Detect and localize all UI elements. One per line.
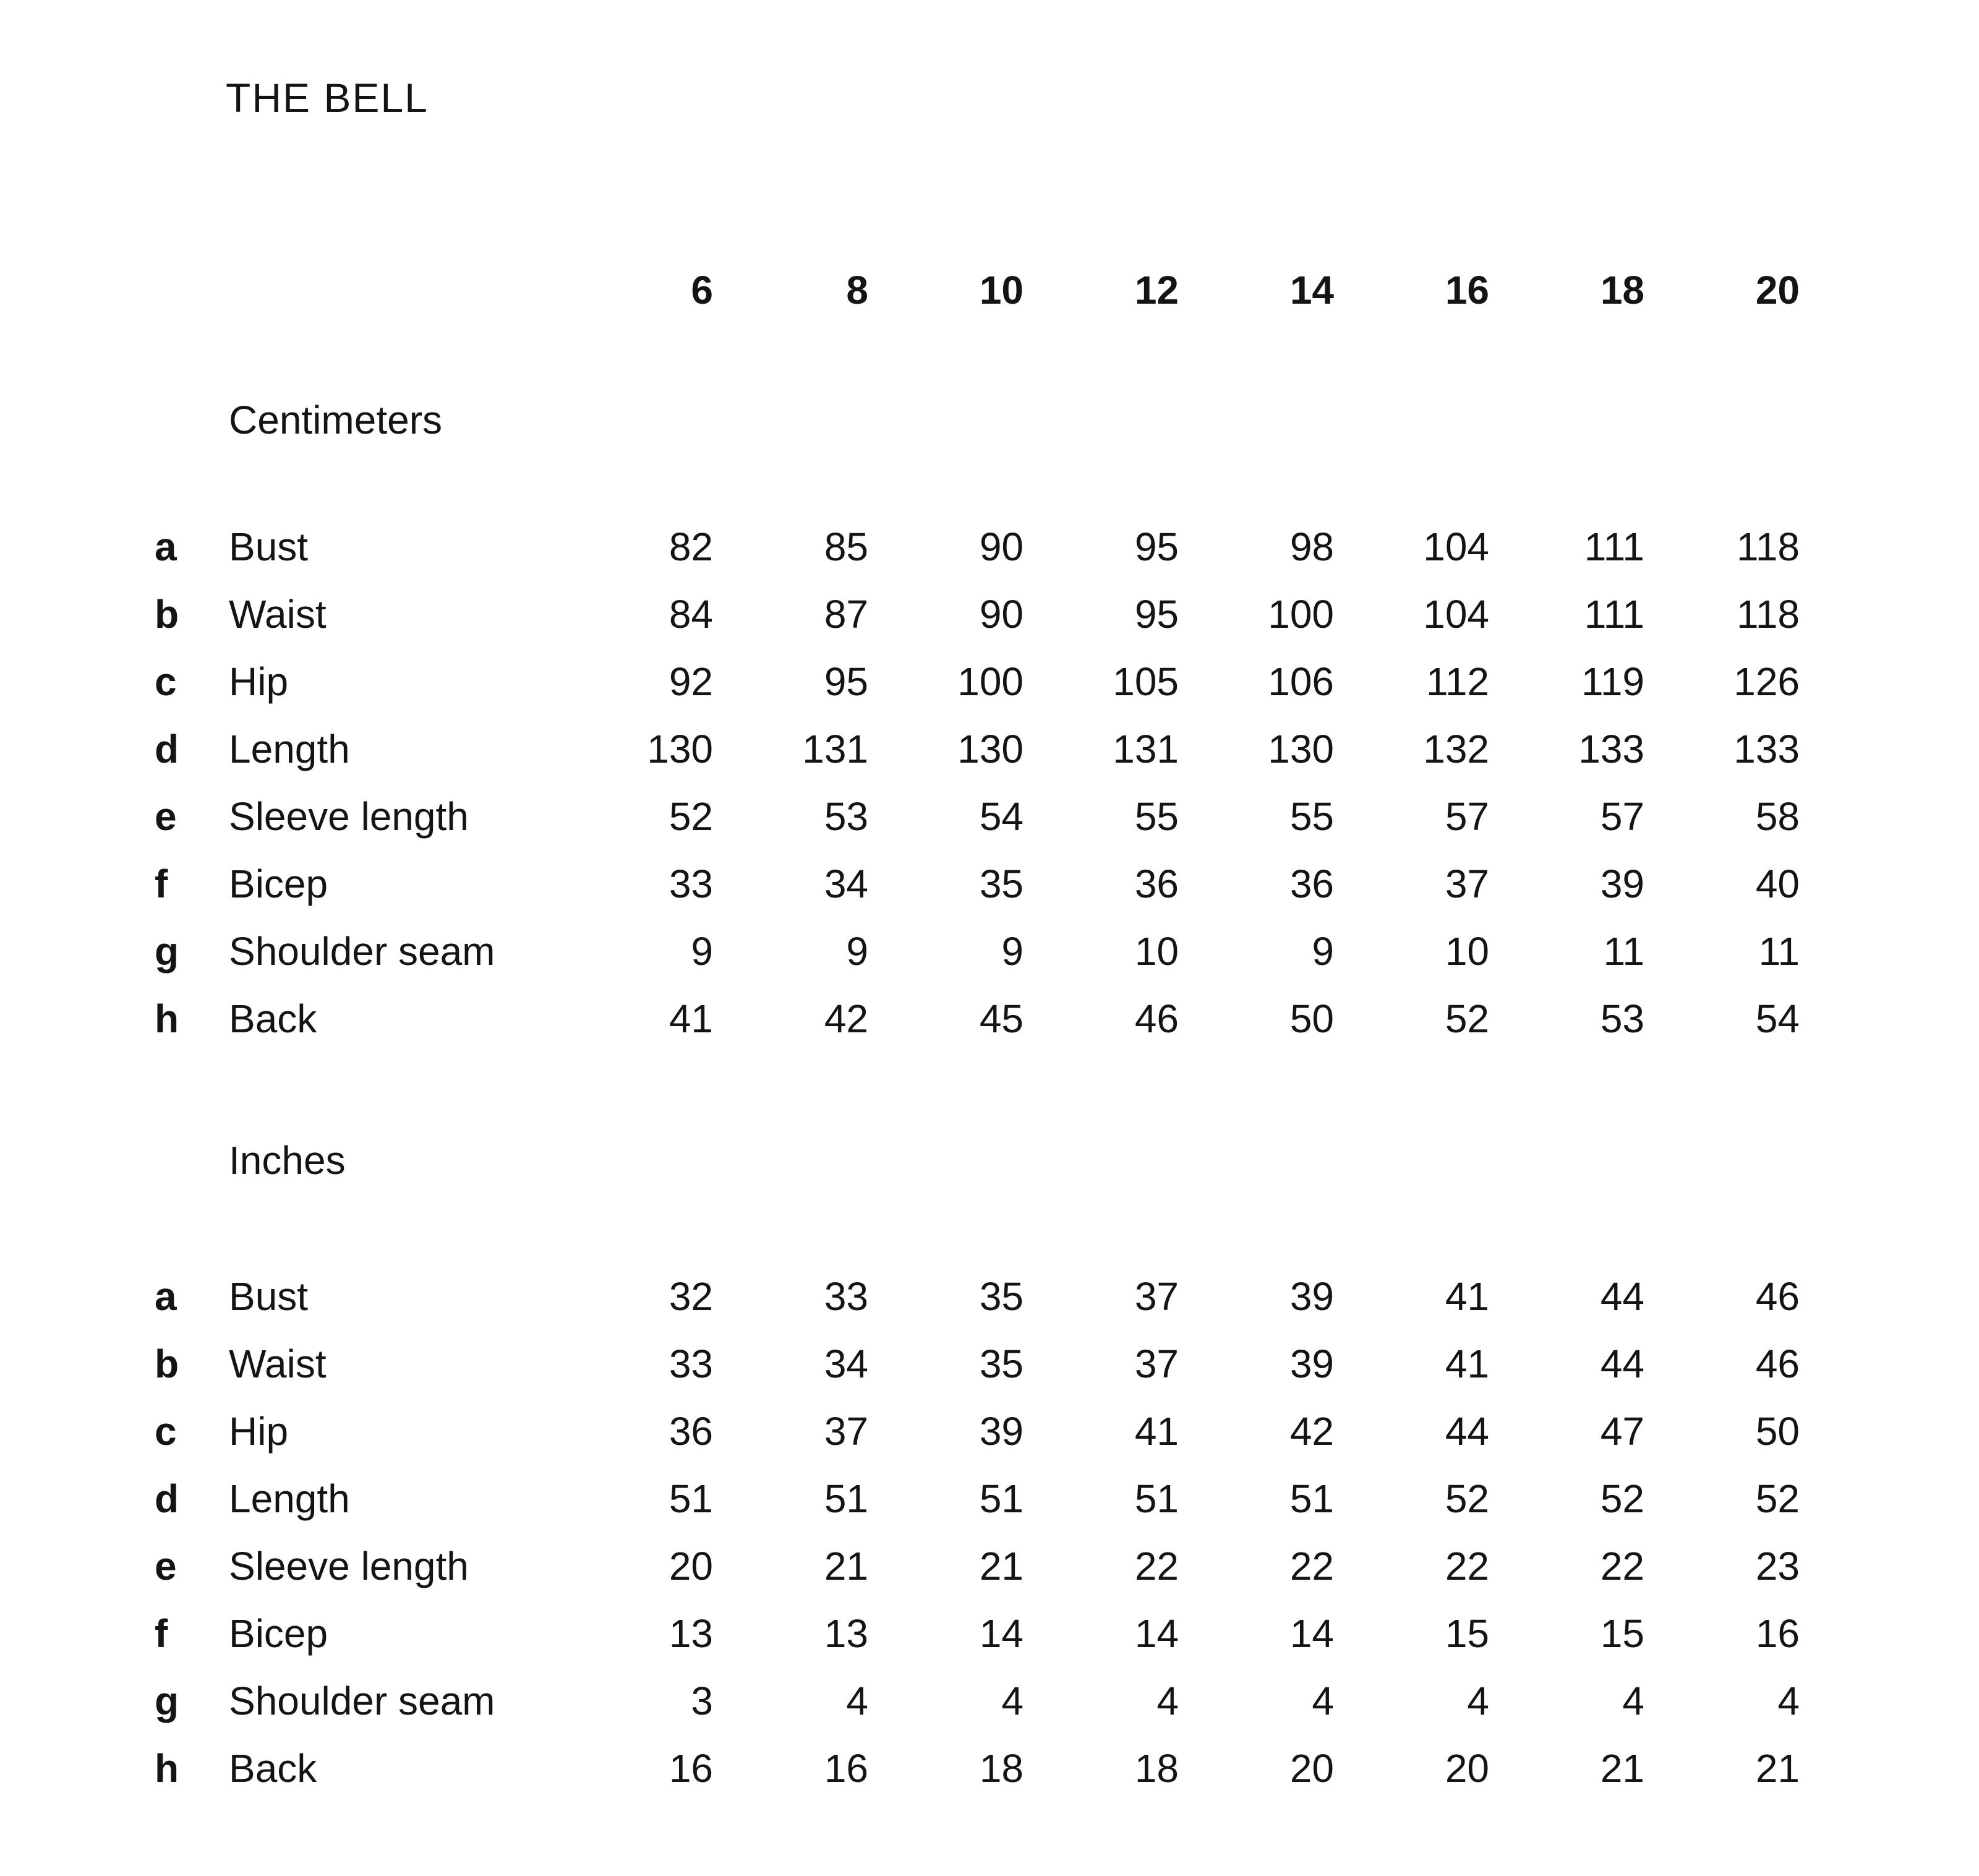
- measurement-value: 44: [1445, 1409, 1489, 1454]
- measurement-value: 118: [1736, 592, 1800, 636]
- row-label: Hip: [229, 659, 289, 704]
- row-letter: c: [155, 1409, 177, 1454]
- table-row: [155, 1330, 1800, 1398]
- measurement-value: 111: [1584, 525, 1644, 569]
- size-chart-body: [155, 324, 1800, 1802]
- row-letter: d: [155, 1476, 179, 1521]
- measurement-value: 35: [979, 1274, 1024, 1319]
- measurement-value: 4: [846, 1679, 868, 1723]
- measurement-value: 37: [824, 1409, 868, 1454]
- measurement-value: 20: [1445, 1746, 1489, 1791]
- table-row: [155, 783, 1800, 850]
- table-row: [155, 1398, 1800, 1465]
- measurement-value: 4: [1777, 1679, 1800, 1723]
- row-label: Waist: [229, 1342, 327, 1386]
- measurement-value: 33: [824, 1274, 868, 1319]
- table-row: [155, 648, 1800, 716]
- measurement-value: 39: [979, 1409, 1024, 1454]
- measurement-value: 52: [1755, 1476, 1800, 1521]
- row-label: Waist: [229, 592, 327, 636]
- row-letter: h: [155, 996, 179, 1041]
- row-letter: f: [155, 862, 168, 906]
- table-row: [155, 716, 1800, 783]
- measurement-value: 21: [1600, 1746, 1644, 1791]
- measurement-value: 111: [1584, 592, 1644, 636]
- measurement-value: 41: [1134, 1409, 1179, 1454]
- row-label: Bicep: [229, 862, 328, 906]
- measurement-value: 95: [1134, 592, 1179, 636]
- measurement-value: 95: [824, 659, 868, 704]
- measurement-value: 52: [1445, 996, 1489, 1041]
- measurement-value: 54: [979, 794, 1024, 839]
- measurement-value: 87: [824, 592, 868, 636]
- row-letter: a: [155, 525, 177, 569]
- table-row: [155, 985, 1800, 1053]
- measurement-value: 100: [957, 659, 1024, 704]
- measurement-value: 95: [1134, 525, 1179, 569]
- spacer-row: [155, 1053, 1800, 1126]
- measurement-value: 55: [1134, 794, 1179, 839]
- size-column-header: 6: [691, 268, 713, 312]
- measurement-value: 21: [979, 1544, 1024, 1588]
- measurement-value: 3: [691, 1679, 713, 1723]
- table-row: [155, 581, 1800, 648]
- row-letter: g: [155, 929, 179, 974]
- measurement-value: 34: [824, 1342, 868, 1386]
- measurement-value: 85: [824, 525, 868, 569]
- table-row: [155, 918, 1800, 985]
- row-letter: h: [155, 1746, 179, 1791]
- measurement-value: 54: [1755, 996, 1800, 1041]
- row-label: Shoulder seam: [229, 1679, 495, 1723]
- measurement-value: 57: [1445, 794, 1489, 839]
- row-letter: e: [155, 794, 177, 839]
- measurement-value: 16: [1755, 1611, 1800, 1656]
- size-column-header: 18: [1600, 268, 1644, 312]
- measurement-value: 22: [1134, 1544, 1179, 1588]
- size-header-section: [155, 256, 1800, 324]
- measurement-value: 9: [846, 929, 868, 974]
- table-row: [155, 850, 1800, 918]
- measurement-value: 4: [1312, 1679, 1334, 1723]
- measurement-value: 14: [979, 1611, 1024, 1656]
- measurement-value: 58: [1755, 794, 1800, 839]
- measurement-value: 4: [1622, 1679, 1644, 1723]
- measurement-value: 13: [669, 1611, 713, 1656]
- measurement-value: 21: [1755, 1746, 1800, 1791]
- section-label: Inches: [229, 1138, 346, 1183]
- measurement-value: 9: [691, 929, 713, 974]
- measurement-value: 11: [1758, 929, 1800, 974]
- measurement-value: 44: [1600, 1342, 1644, 1386]
- row-letter: c: [155, 659, 177, 704]
- measurement-value: 100: [1268, 592, 1334, 636]
- row-letter: g: [155, 1679, 179, 1723]
- measurement-value: 104: [1423, 525, 1489, 569]
- row-label: Bust: [229, 525, 309, 569]
- measurement-value: 15: [1600, 1611, 1644, 1656]
- row-letter: f: [155, 1611, 168, 1656]
- measurement-value: 119: [1581, 659, 1644, 704]
- measurement-value: 36: [669, 1409, 713, 1454]
- measurement-value: 21: [824, 1544, 868, 1588]
- measurement-value: 20: [669, 1544, 713, 1588]
- measurement-value: 4: [1001, 1679, 1024, 1723]
- measurement-value: 130: [647, 727, 713, 771]
- measurement-value: 57: [1600, 794, 1644, 839]
- measurement-value: 22: [1600, 1544, 1644, 1588]
- measurement-value: 90: [979, 525, 1024, 569]
- row-label: Length: [229, 1476, 350, 1521]
- size-header-row: [155, 256, 1800, 324]
- table-row: [155, 1533, 1800, 1600]
- measurement-value: 22: [1445, 1544, 1489, 1588]
- measurement-value: 130: [1268, 727, 1334, 771]
- measurement-value: 36: [1134, 862, 1179, 906]
- measurement-value: 41: [1445, 1342, 1489, 1386]
- measurement-value: 33: [669, 1342, 713, 1386]
- table-row: [155, 1263, 1800, 1330]
- measurement-value: 18: [979, 1746, 1024, 1791]
- row-letter: e: [155, 1544, 177, 1588]
- section-label-row: [155, 1126, 1800, 1194]
- row-label: Hip: [229, 1409, 289, 1454]
- measurement-value: 42: [1289, 1409, 1334, 1454]
- row-label: Bicep: [229, 1611, 328, 1656]
- measurement-value: 84: [669, 592, 713, 636]
- measurement-value: 51: [979, 1476, 1024, 1521]
- measurement-value: 39: [1289, 1274, 1334, 1319]
- row-label: Back: [229, 1746, 317, 1791]
- measurement-value: 9: [1001, 929, 1024, 974]
- measurement-value: 14: [1134, 1611, 1179, 1656]
- measurement-value: 22: [1289, 1544, 1334, 1588]
- measurement-value: 16: [824, 1746, 868, 1791]
- measurement-value: 37: [1445, 862, 1489, 906]
- size-column-header: 14: [1289, 268, 1334, 312]
- measurement-value: 92: [669, 659, 713, 704]
- row-label: Back: [229, 996, 317, 1041]
- measurement-value: 39: [1289, 1342, 1334, 1386]
- row-letter: b: [155, 592, 179, 636]
- measurement-value: 44: [1600, 1274, 1644, 1319]
- measurement-value: 112: [1425, 659, 1489, 704]
- row-letter: d: [155, 727, 179, 771]
- measurement-value: 15: [1445, 1611, 1489, 1656]
- table-row: [155, 1668, 1800, 1735]
- measurement-value: 131: [1113, 727, 1179, 771]
- row-letter: a: [155, 1274, 177, 1319]
- measurement-value: 36: [1289, 862, 1334, 906]
- size-column-header: 8: [846, 268, 868, 312]
- table-row: [155, 513, 1800, 581]
- measurement-value: 118: [1736, 525, 1800, 569]
- measurement-value: 126: [1733, 659, 1800, 704]
- measurement-value: 51: [1289, 1476, 1334, 1521]
- measurement-value: 11: [1603, 929, 1644, 974]
- measurement-value: 131: [802, 727, 868, 771]
- measurement-value: 40: [1755, 862, 1800, 906]
- measurement-value: 52: [1445, 1476, 1489, 1521]
- measurement-value: 39: [1600, 862, 1644, 906]
- measurement-value: 10: [1445, 929, 1489, 974]
- measurement-value: 105: [1113, 659, 1179, 704]
- measurement-value: 132: [1423, 727, 1489, 771]
- section-letter-spacer: [155, 386, 229, 454]
- row-label: Shoulder seam: [229, 929, 495, 974]
- size-column-header: 16: [1445, 268, 1489, 312]
- measurement-value: 45: [979, 996, 1024, 1041]
- header-letter-spacer: [155, 256, 229, 324]
- section-label: Centimeters: [229, 398, 442, 442]
- size-chart-table: [155, 256, 1800, 1802]
- size-column-header: 12: [1134, 268, 1179, 312]
- measurement-value: 130: [957, 727, 1024, 771]
- measurement-value: 46: [1755, 1342, 1800, 1386]
- measurement-value: 4: [1467, 1679, 1489, 1723]
- measurement-value: 52: [669, 794, 713, 839]
- measurement-value: 51: [824, 1476, 868, 1521]
- size-column-header: 20: [1755, 268, 1800, 312]
- measurement-value: 20: [1289, 1746, 1334, 1791]
- measurement-value: 23: [1755, 1544, 1800, 1588]
- header-label-spacer: [229, 256, 558, 324]
- section-letter-spacer: [155, 1126, 229, 1194]
- measurement-value: 32: [669, 1274, 713, 1319]
- measurement-value: 46: [1134, 996, 1179, 1041]
- measurement-value: 52: [1600, 1476, 1644, 1521]
- measurement-value: 46: [1755, 1274, 1800, 1319]
- row-label: Sleeve length: [229, 1544, 469, 1588]
- measurement-value: 41: [669, 996, 713, 1041]
- measurement-value: 47: [1600, 1409, 1644, 1454]
- section-label-row: [155, 386, 1800, 454]
- measurement-value: 10: [1134, 929, 1179, 974]
- measurement-value: 55: [1289, 794, 1334, 839]
- row-letter: b: [155, 1342, 179, 1386]
- row-label: Length: [229, 727, 350, 771]
- measurement-value: 35: [979, 1342, 1024, 1386]
- measurement-value: 50: [1755, 1409, 1800, 1454]
- table-row: [155, 1735, 1800, 1802]
- page-title: THE BELL: [226, 75, 429, 121]
- spacer-row: [155, 1194, 1800, 1263]
- table-row: [155, 1600, 1800, 1668]
- measurement-value: 50: [1289, 996, 1334, 1041]
- measurement-value: 35: [979, 862, 1024, 906]
- measurement-value: 34: [824, 862, 868, 906]
- measurement-value: 90: [979, 592, 1024, 636]
- measurement-value: 82: [669, 525, 713, 569]
- measurement-value: 42: [824, 996, 868, 1041]
- measurement-value: 18: [1134, 1746, 1179, 1791]
- row-label: Sleeve length: [229, 794, 469, 839]
- spacer-row: [155, 324, 1800, 386]
- size-column-header: 10: [979, 268, 1024, 312]
- measurement-value: 106: [1268, 659, 1334, 704]
- measurement-value: 16: [669, 1746, 713, 1791]
- measurement-value: 104: [1423, 592, 1489, 636]
- measurement-value: 133: [1733, 727, 1800, 771]
- measurement-value: 41: [1445, 1274, 1489, 1319]
- table-row: [155, 1465, 1800, 1533]
- measurement-value: 4: [1156, 1679, 1179, 1723]
- measurement-value: 14: [1289, 1611, 1334, 1656]
- measurement-value: 133: [1578, 727, 1644, 771]
- measurement-value: 53: [1600, 996, 1644, 1041]
- measurement-value: 37: [1134, 1342, 1179, 1386]
- measurement-value: 53: [824, 794, 868, 839]
- measurement-value: 33: [669, 862, 713, 906]
- measurement-value: 98: [1289, 525, 1334, 569]
- measurement-value: 13: [824, 1611, 868, 1656]
- measurement-value: 51: [1134, 1476, 1179, 1521]
- measurement-value: 51: [669, 1476, 713, 1521]
- row-label: Bust: [229, 1274, 309, 1319]
- measurement-value: 9: [1312, 929, 1334, 974]
- measurement-value: 37: [1134, 1274, 1179, 1319]
- spacer-row: [155, 454, 1800, 513]
